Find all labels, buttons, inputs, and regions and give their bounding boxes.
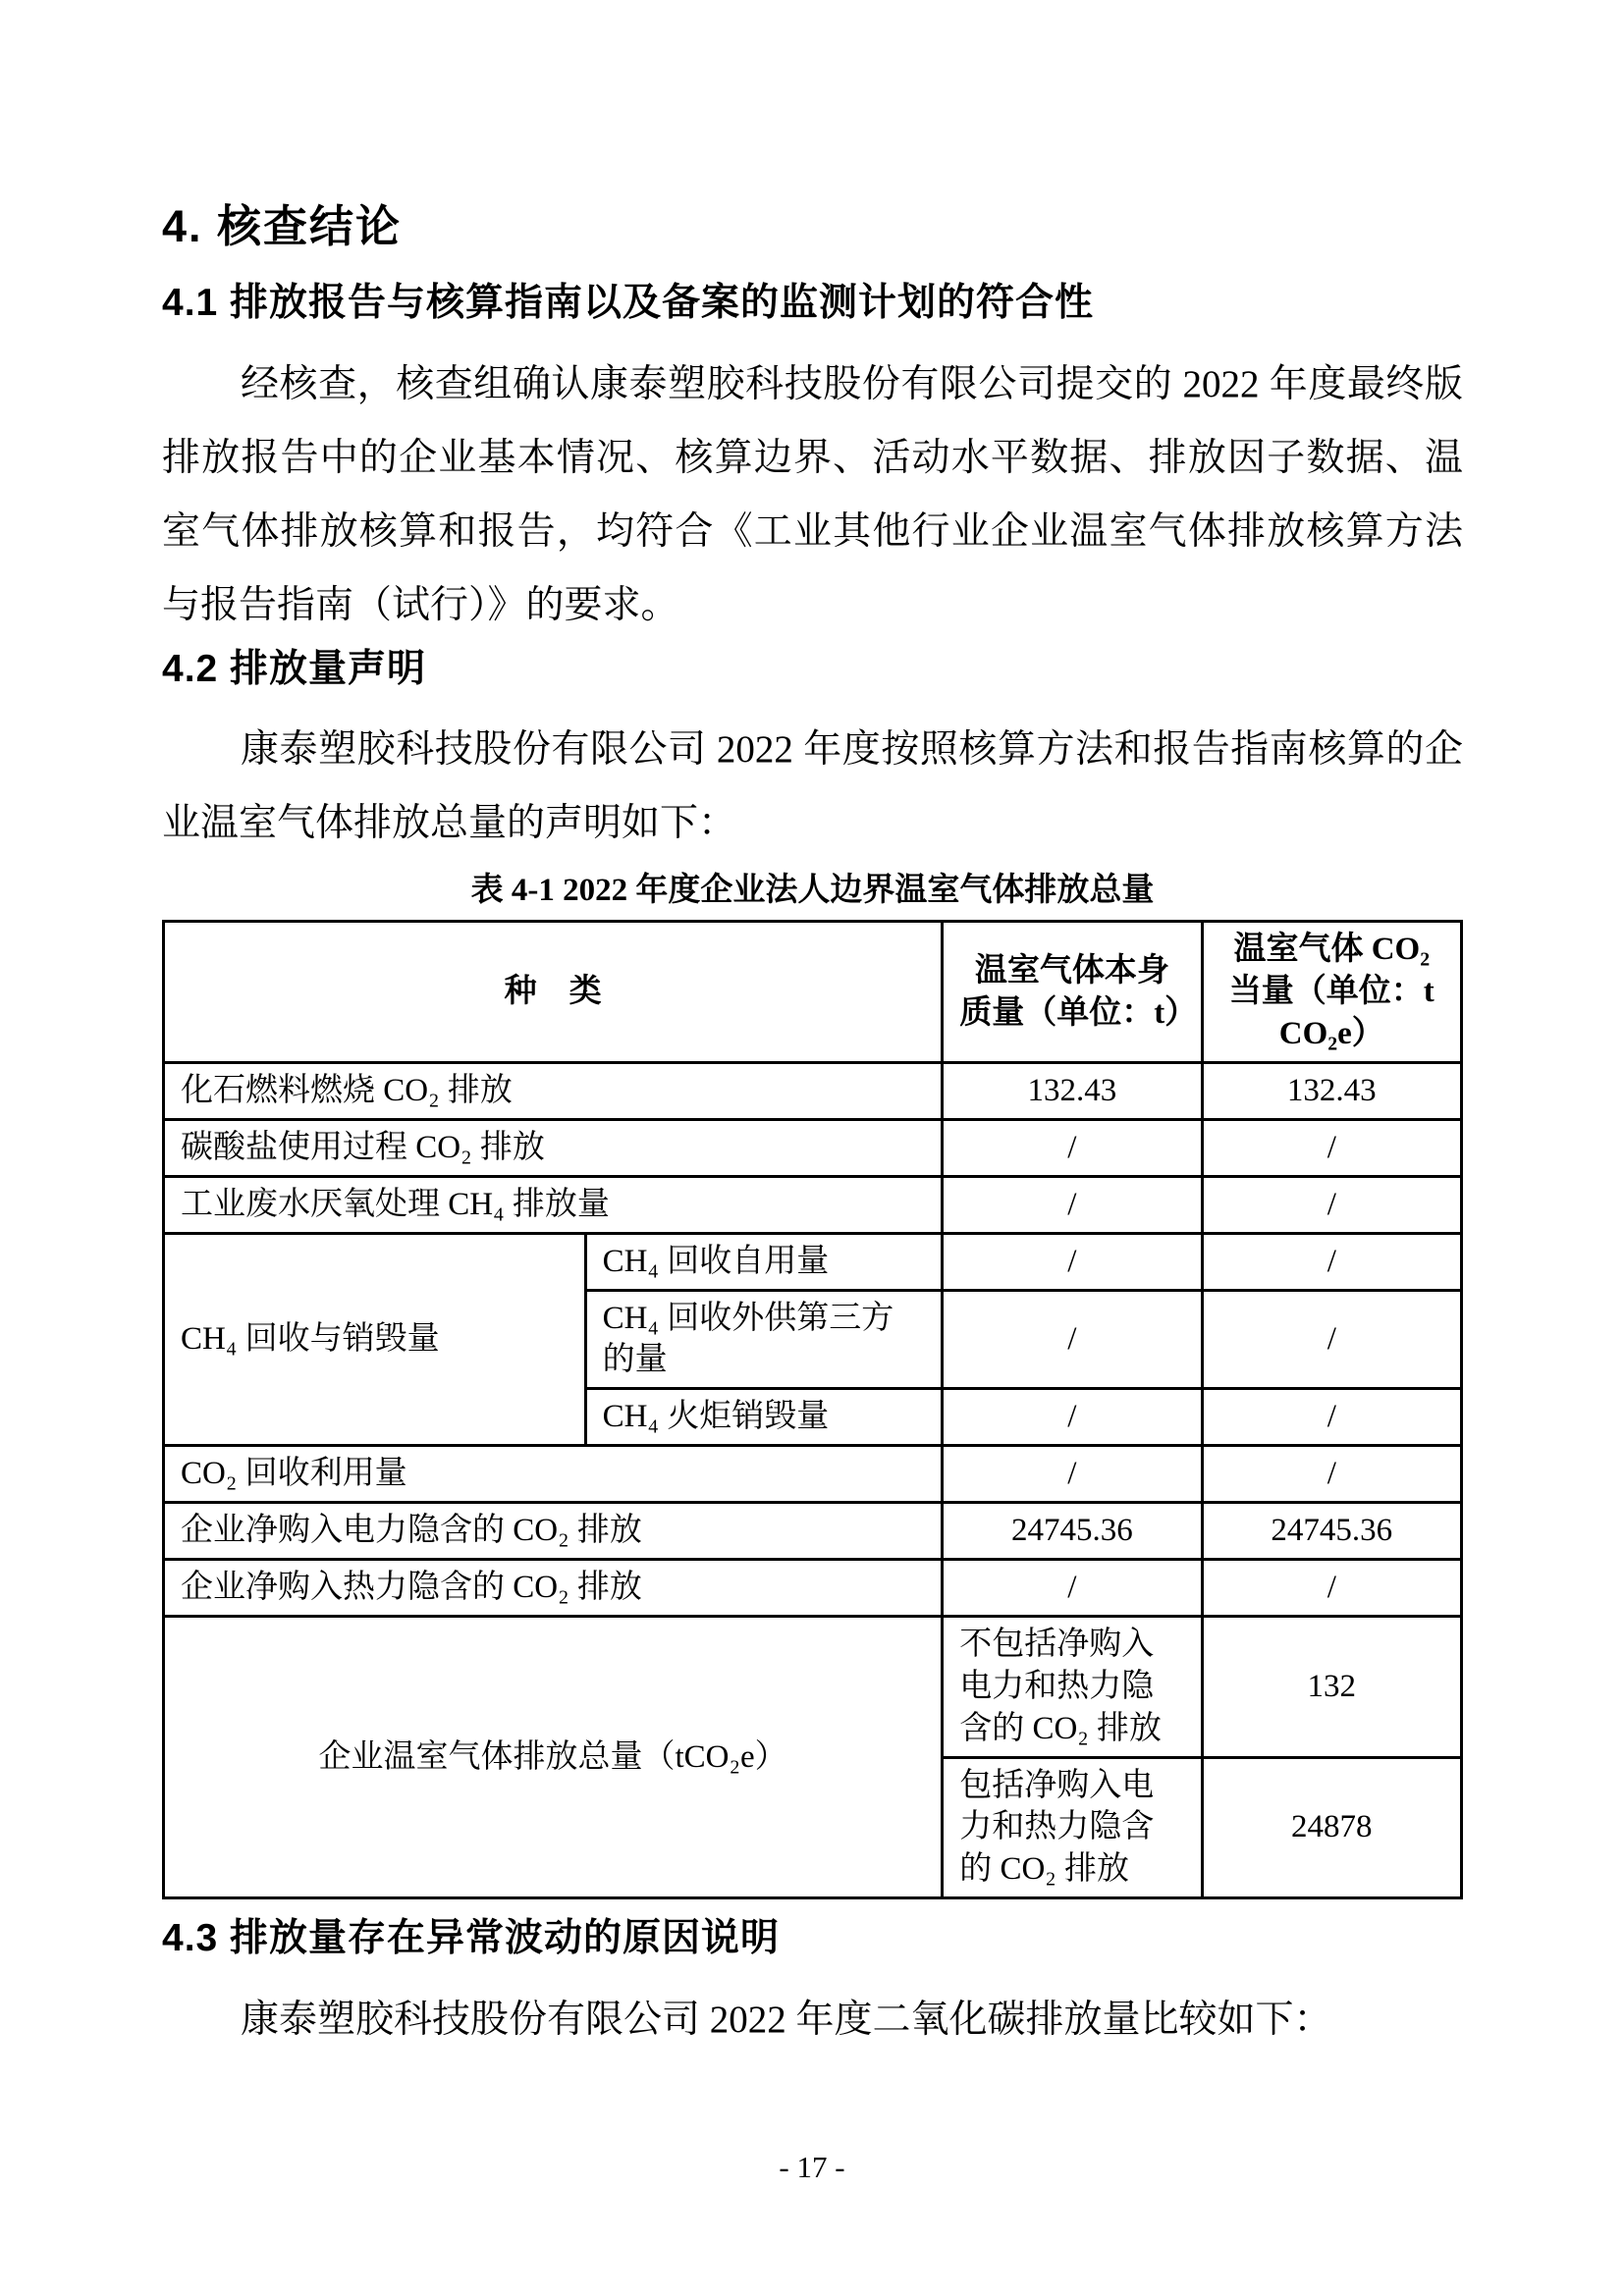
co2e-value-cell: /	[1202, 1119, 1461, 1176]
section-4-3-heading: 4.3 排放量存在异常波动的原因说明	[162, 1917, 781, 1960]
category-cell: 工业废水厌氧处理 CH₄ 排放量	[164, 1176, 943, 1233]
mass-value-cell: /	[943, 1389, 1202, 1446]
category-cell: 碳酸盐使用过程 CO₂ 排放	[164, 1119, 943, 1176]
ch4-recovery-group-cell: CH₄ 回收与销毁量	[164, 1233, 586, 1446]
co2e-value-cell: /	[1202, 1446, 1461, 1503]
mass-value-cell: 132.43	[943, 1063, 1202, 1120]
table-row-fossil-fuel	[164, 1063, 1462, 1120]
co2e-value-cell: /	[1202, 1389, 1461, 1446]
table-row-purchased-electricity	[164, 1503, 1462, 1560]
section-4-3-paragraph: 康泰塑胶科技股份有限公司 2022 年度二氧化碳排放量比较如下：	[241, 1999, 1332, 2042]
section-4-1-paragraph: 经核查，核查组确认康泰塑胶科技股份有限公司提交的 2022 年度最终版排放报告中的企业基本情况、核算边界、活动水平数据、排放因子数据、温室气体排放核算和报告，均符合《工业其他行业企业温室气体排放核算方法与报告指南（试行）》的要求。	[162, 362, 1463, 626]
total-value-cell: 132	[1202, 1616, 1461, 1757]
co2e-value-cell: /	[1202, 1233, 1461, 1290]
subcategory-cell: CH₄ 回收自用量	[585, 1233, 943, 1290]
co2e-value-cell: /	[1202, 1290, 1461, 1389]
category-cell: 企业净购入电力隐含的 CO₂ 排放	[164, 1503, 943, 1560]
table-row-carbonate	[164, 1119, 1462, 1176]
table-row-co2-recovery	[164, 1446, 1462, 1503]
mass-value-cell: 24745.36	[943, 1503, 1202, 1560]
total-sublabel-cell: 包括净购入电力和热力隐含的 CO₂ 排放	[943, 1757, 1202, 1898]
table-row-wastewater-ch4	[164, 1176, 1462, 1233]
total-sublabel-cell: 不包括净购入电力和热力隐含的 CO₂ 排放	[943, 1616, 1202, 1757]
section-4-1-heading: 4.1 排放报告与核算指南以及备案的监测计划的符合性	[162, 281, 1095, 324]
category-cell: 企业净购入热力隐含的 CO₂ 排放	[164, 1560, 943, 1617]
total-label-cell: 企业温室气体排放总量（tCO₂e）	[164, 1616, 943, 1897]
category-cell: CO₂ 回收利用量	[164, 1446, 943, 1503]
header-mass-cell: 温室气体本身质量（单位：t）	[943, 922, 1202, 1063]
emissions-table	[162, 920, 1463, 1899]
mass-value-cell: /	[943, 1119, 1202, 1176]
mass-value-cell: /	[943, 1290, 1202, 1389]
section-4-2-paragraph: 康泰塑胶科技股份有限公司 2022 年度按照核算方法和报告指南核算的企业温室气体排放总量的声明如下：	[162, 728, 1463, 845]
table-4-1-title: 表 4-1 2022 年度企业法人边界温室气体排放总量	[470, 873, 1155, 909]
section-4-2-heading: 4.2 排放量声明	[162, 647, 427, 690]
mass-value-cell: /	[943, 1176, 1202, 1233]
co2e-value-cell: /	[1202, 1560, 1461, 1617]
section-4-heading: 4. 核查结论	[162, 201, 403, 251]
mass-value-cell: /	[943, 1446, 1202, 1503]
subcategory-cell: CH₄ 火炬销毁量	[585, 1389, 943, 1446]
co2e-value-cell: /	[1202, 1176, 1461, 1233]
table-row-purchased-heat	[164, 1560, 1462, 1617]
page-number: - 17 -	[779, 2150, 845, 2184]
mass-value-cell: /	[943, 1233, 1202, 1290]
mass-value-cell: /	[943, 1560, 1202, 1617]
co2e-value-cell: 24745.36	[1202, 1503, 1461, 1560]
total-value-cell: 24878	[1202, 1757, 1461, 1898]
page-content	[162, 201, 1463, 2062]
subcategory-cell: CH₄ 回收外供第三方的量	[585, 1290, 943, 1389]
table-row-ch4-recovery-self	[164, 1233, 1462, 1290]
table-header-row	[164, 922, 1462, 1063]
header-category-cell: 种 类	[164, 922, 943, 1063]
category-cell: 化石燃料燃烧 CO₂ 排放	[164, 1063, 943, 1120]
table-row-total-excluding	[164, 1616, 1462, 1757]
header-co2e-cell: 温室气体 CO₂ 当量（单位：tCO₂e）	[1202, 922, 1461, 1063]
co2e-value-cell: 132.43	[1202, 1063, 1461, 1120]
